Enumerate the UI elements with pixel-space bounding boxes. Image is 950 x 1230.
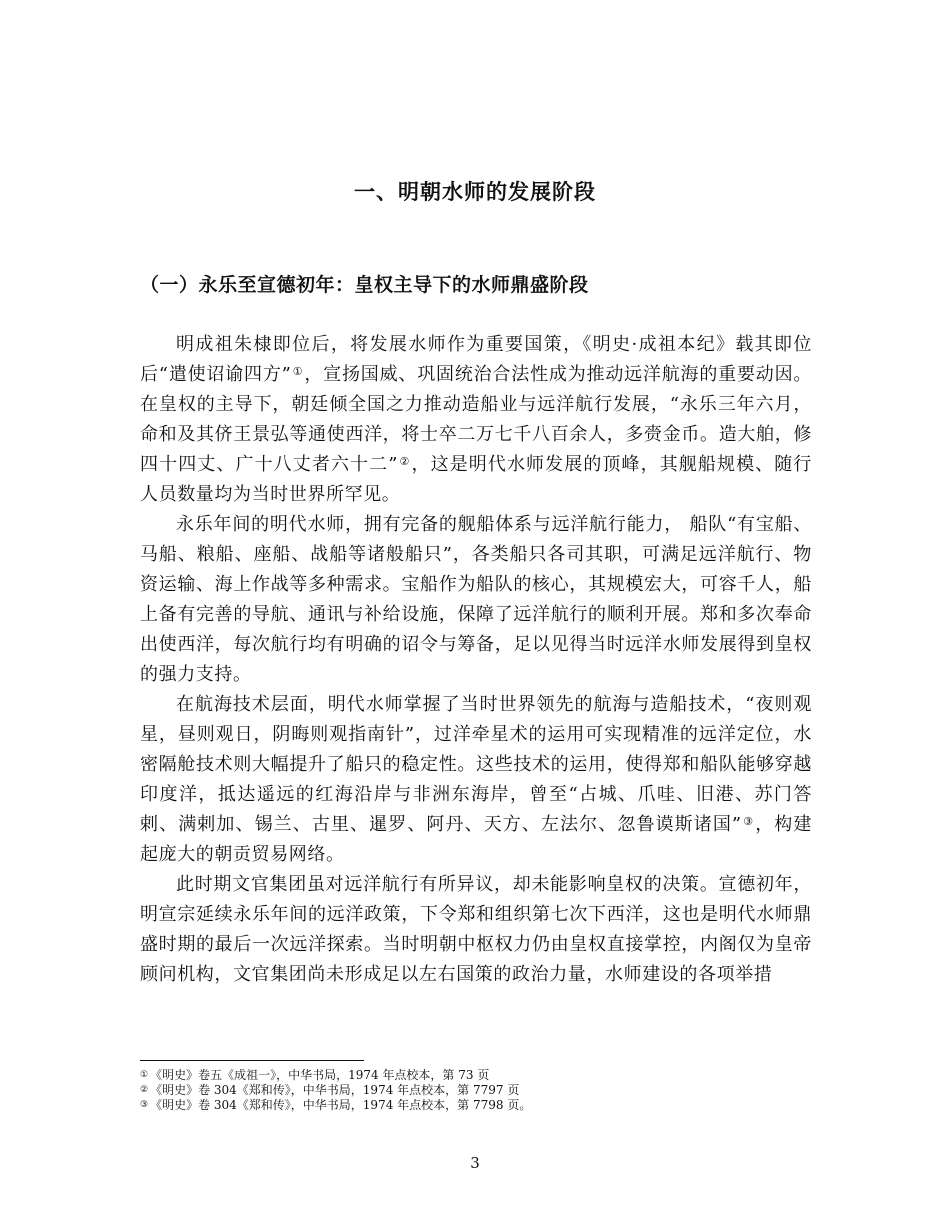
paragraph (140, 690, 812, 870)
paragraph-text: 在航海技术层面，明代水师掌握了当时世界领先的航海与造船技术，“夜则观星，昼则观日，阴晦则观指南针”，过洋牵星术的运用可实现精准的远洋定位，水密隔舱技术则大幅提升了船只的稳定性。这些技术的运用，使得郑和船队能够穿越印度洋，抵达遥远的红海沿岸与非洲东海岸，曾至“占城、爪哇、旧港、苏门答剌、满剌加、锡兰、古里、暹罗、阿丹、天方、左法尔、忽鲁谟斯诸国” (140, 694, 812, 835)
paragraph (140, 330, 812, 510)
footnote-marker: ② (140, 1085, 149, 1095)
paragraph (140, 510, 812, 690)
footnote-reference: ① (292, 365, 304, 378)
footnote (140, 1068, 820, 1083)
footnote (140, 1083, 820, 1098)
body-text (140, 330, 812, 990)
footnote-reference: ③ (742, 815, 755, 828)
chapter-title: 一、明朝水师的发展阶段 (354, 180, 596, 204)
paragraph-text: 此时期文官集团虽对远洋航行有所异议，却未能影响皇权的决策。宣德初年，明宣宗延续永乐年间的远洋政策，下令郑和组织第七次下西洋，这也是明代水师鼎盛时期的最后一次远洋探索。当时明朝中枢权力仍由皇权直接掌控，内阁仅为皇帝顾问机构，文官集团尚未形成足以左右国策的政治力量，水师建设的各项举措 (140, 874, 812, 985)
footnote-text: 《明史》卷五《成祖一》，中华书局，1974 年点校本，第 73 页 (150, 1068, 490, 1082)
footnote (140, 1098, 820, 1113)
footnote-marker: ① (140, 1070, 149, 1080)
footnotes (140, 1068, 820, 1113)
paragraph-text: 明成祖朱棣即位后，将发展水师作为重要国策，《明史·成祖本纪》载其即位后“遣使诏谕四方” (140, 334, 812, 385)
paragraph (140, 870, 812, 990)
footnote-divider (140, 1060, 364, 1061)
section-title: （一）永乐至宣德初年：皇权主导下的水师鼎盛阶段 (140, 274, 589, 296)
paragraph-text: 永乐年间的明代水师，拥有完备的舰船体系与远洋航行能力， 船队“有宝船、马船、粮船、座船、战船等诸般船只”，各类船只各司其职，可满足远洋航行、物资运输、海上作战等多种需求。宝船作为船队的核心，其规模宏大，可容千人，船上备有完善的导航、通讯与补给设施，保障了远洋航行的顺利开展。郑和多次奉命出使西洋，每次航行均有明确的诏令与筹备，足以见得当时远洋水师发展得到皇权的强力支持。 (140, 514, 812, 685)
footnote-marker: ③ (140, 1100, 149, 1110)
paragraph-text: ，宣扬国威、巩固统治合法性成为推动远洋航海的重要动因。在皇权的主导下，朝廷倾全国之力推动造船业与远洋航行发展，“永乐三年六月，命和及其侪王景弘等通使西洋，将士卒二万七千八百余人，多赍金币。造大舶，修四十四丈、广十八丈者六十二” (140, 364, 812, 475)
paragraph-text: ，这是明代水师发展的顶峰，其舰船规模、随行人员数量均为当时世界所罕见。 (140, 454, 812, 505)
footnote-text: 《明史》卷 304《郑和传》，中华书局，1974 年点校本，第 7798 页。 (150, 1098, 532, 1112)
footnote-reference: ② (399, 455, 411, 468)
page-number: 3 (470, 1154, 480, 1172)
paragraph-text: ，构建起庞大的朝贡贸易网络。 (140, 814, 812, 865)
footnote-text: 《明史》卷 304《郑和传》，中华书局，1974 年点校本，第 7797 页 (150, 1083, 520, 1097)
